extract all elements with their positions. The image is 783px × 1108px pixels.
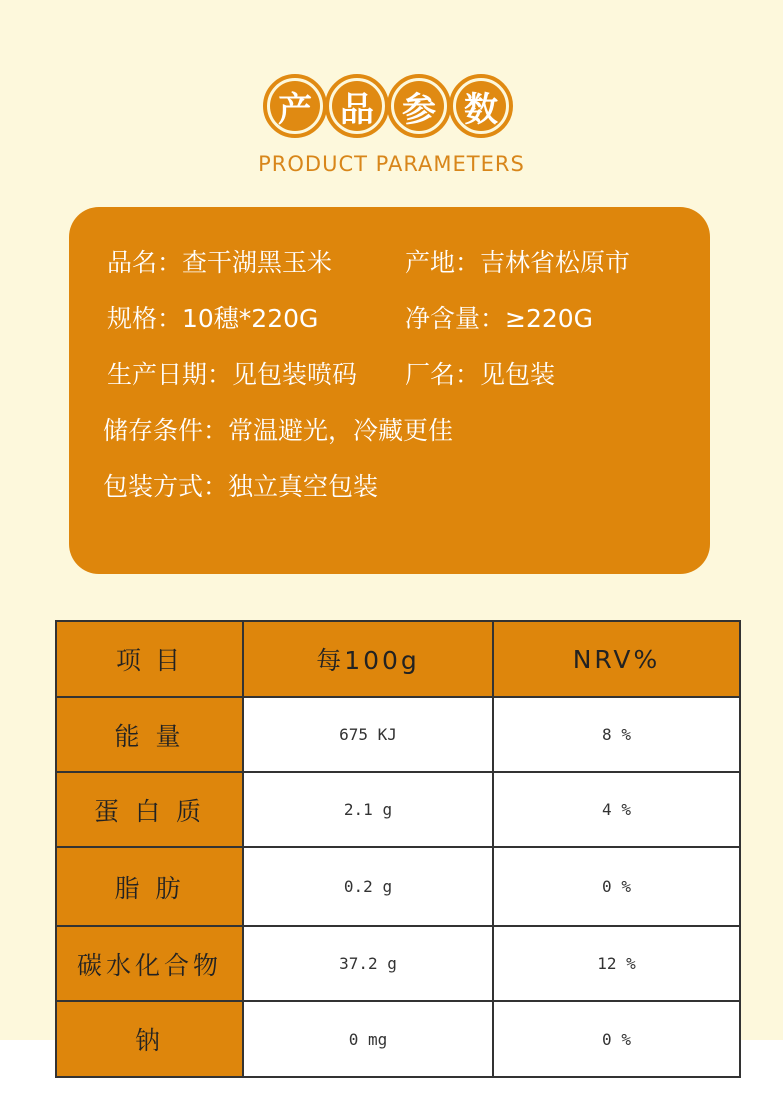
table-cell-per100g: 2.1 g [244, 773, 492, 846]
table-header-item: 项 目 [57, 622, 242, 696]
product-info-box [69, 207, 710, 574]
table-cell-nrv: 4 % [494, 773, 739, 846]
product-origin: 产地：吉林省松原市 [405, 248, 631, 277]
title-char: 品 [332, 81, 382, 131]
title-char: 参 [394, 81, 444, 131]
table-cell-nrv: 0 % [494, 1002, 739, 1076]
title-badge [325, 74, 389, 138]
table-cell-per100g: 37.2 g [244, 927, 492, 1000]
title-char: 数 [456, 81, 506, 131]
title-char: 产 [270, 81, 320, 131]
table-cell-nrv: 8 % [494, 698, 739, 771]
table-row-label: 能 量 [57, 698, 242, 771]
title-badge [449, 74, 513, 138]
product-name: 品名：查干湖黑玉米 [107, 248, 333, 277]
nutrition-table [55, 620, 741, 1078]
table-row-label: 钠 [57, 1002, 242, 1076]
table-row-label: 脂 肪 [57, 848, 242, 925]
table-cell-nrv: 0 % [494, 848, 739, 925]
table-header-nrv: NRV% [494, 622, 739, 696]
manufacturer: 厂名：见包装 [405, 360, 556, 389]
packaging-method: 包装方式：独立真空包装 [103, 472, 379, 501]
title-badges [263, 74, 533, 146]
table-cell-nrv: 12 % [494, 927, 739, 1000]
table-cell-per100g: 675 KJ [244, 698, 492, 771]
table-cell-per100g: 0.2 g [244, 848, 492, 925]
page-subtitle: PRODUCT PARAMETERS [258, 152, 525, 176]
title-section [0, 66, 783, 186]
table-cell-per100g: 0 mg [244, 1002, 492, 1076]
production-date: 生产日期：见包装喷码 [107, 360, 358, 389]
storage-conditions: 储存条件：常温避光，冷藏更佳 [103, 416, 454, 445]
table-row-label: 蛋 白 质 [57, 773, 242, 846]
table-header-per100g: 每100g [244, 622, 492, 696]
title-badge [387, 74, 451, 138]
net-content: 净含量：≥220G [405, 304, 594, 333]
table-row-label: 碳水化合物 [57, 927, 242, 1000]
product-spec: 规格：10穗*220G [107, 304, 319, 333]
title-badge [263, 74, 327, 138]
